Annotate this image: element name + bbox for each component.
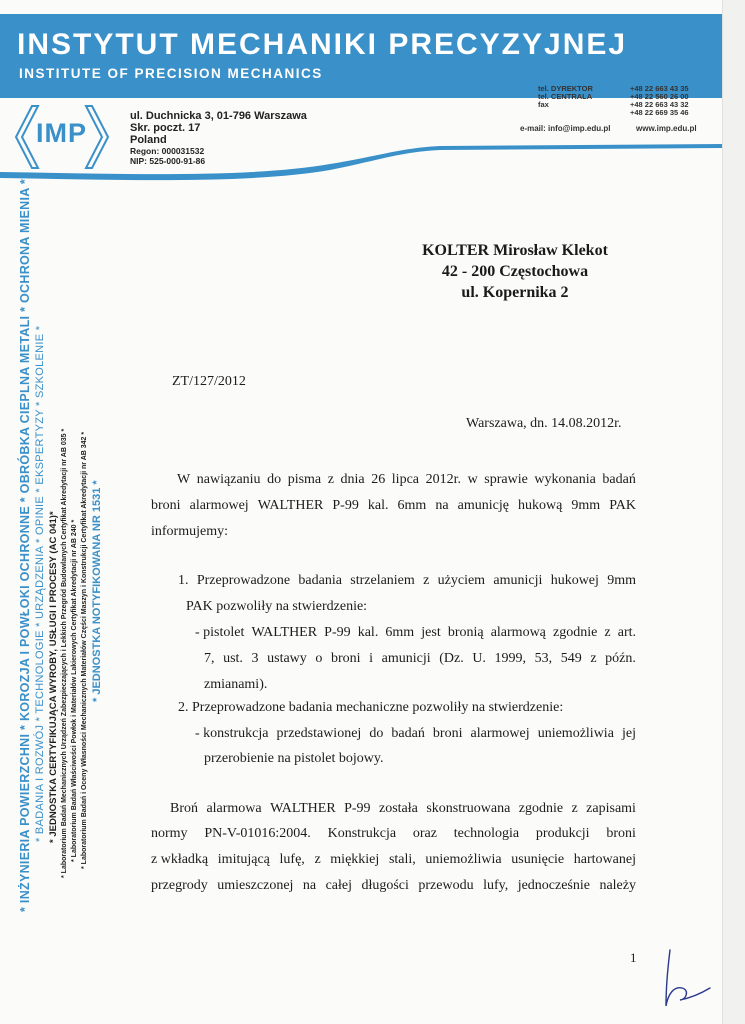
fax-phone-2: +48 22 669 35 46 <box>630 108 689 117</box>
director-label: tel. DYREKTOR <box>538 84 593 93</box>
word: 3 <box>251 651 259 666</box>
address-country: Poland <box>130 134 167 146</box>
word: Konstrukcja <box>327 826 397 841</box>
word: (Dz. <box>439 651 464 666</box>
word: normy <box>151 826 188 841</box>
address-nip: NIP: 525-000-91-86 <box>130 156 206 166</box>
sidebar-activities-line: * BADANIA I ROZWÓJ * TECHNOLOGIE * URZĄDZENIA * OPINIE * EKSPERTYZY * SZKOLENIE * <box>34 325 46 842</box>
word: P-99 <box>332 498 359 513</box>
word: lufy, <box>483 878 509 893</box>
word: lipca <box>391 472 420 487</box>
word: P-99 <box>344 801 371 816</box>
word: alarmowej <box>189 498 249 513</box>
word: alarmowej <box>470 726 530 741</box>
word: lufę, <box>279 852 305 867</box>
closing-line-1 <box>170 796 636 822</box>
word: zgodnie <box>553 625 598 640</box>
word: badania <box>298 573 342 588</box>
word: całej <box>325 878 352 893</box>
page-edge-shadow <box>722 0 745 1024</box>
intro-line-1 <box>177 467 636 493</box>
word: do <box>267 472 282 487</box>
item2-line-1: 2. Przeprowadzone badania mechaniczne pozwoliły na stwierdzenie: <box>178 700 564 715</box>
word: WALTHER <box>257 498 324 513</box>
handwritten-initial-signature <box>660 948 712 1010</box>
word: W <box>177 472 191 487</box>
word: długości <box>361 878 409 893</box>
word: alarmową <box>490 625 546 640</box>
word: i <box>369 651 374 666</box>
word: U. <box>472 651 486 666</box>
word: broni <box>432 726 463 741</box>
word: hukową <box>518 498 563 513</box>
word: broni <box>606 826 636 841</box>
word: sprawie <box>484 472 528 487</box>
email-address: e-mail: info@imp.edu.pl <box>520 124 611 133</box>
word: oraz <box>412 826 437 841</box>
intro-line-2 <box>151 493 636 519</box>
sidebar-lab-ab240: * Laboratorium Badań Właściwości Powłok i Materiałów Lakierowych Certyfikat Akredytacji nr AB 240 * <box>71 519 78 862</box>
fax-phone-1: +48 22 663 43 32 <box>630 100 689 109</box>
address-pobox: Skr. poczt. 17 <box>130 122 201 134</box>
word: imitującą <box>217 852 270 867</box>
word: z <box>314 852 321 867</box>
word: 53, <box>534 651 553 666</box>
word: na <box>302 878 317 893</box>
word: uniemożliwia <box>537 726 614 741</box>
word: Przeprowadzone <box>196 573 291 588</box>
word: zgodnie <box>518 801 564 816</box>
recipient-city: 42 - 200 Częstochowa <box>441 263 589 280</box>
word: 2012r. <box>425 472 461 487</box>
institute-title: INSTYTUT MECHANIKI PRECYZYJNEJ <box>17 28 628 61</box>
word: umieszczonej <box>217 878 294 893</box>
website-address: www.imp.edu.pl <box>636 124 697 133</box>
word: 9mm <box>571 498 601 513</box>
word: 1999, <box>494 651 527 666</box>
word: - konstrukcja <box>195 726 269 741</box>
central-label: tel. CENTRALA <box>538 92 593 101</box>
word: art. <box>617 625 636 640</box>
word: o <box>315 651 323 666</box>
address-regon: Regon: 000031532 <box>130 146 205 156</box>
word: przewodu <box>418 878 474 893</box>
sidebar-notified-body: * JEDNOSTKA NOTYFIKOWANA NR 1531 * <box>91 480 103 702</box>
word: WALTHER <box>251 625 318 640</box>
item1-line-5: zmianami). <box>204 677 268 692</box>
word: z <box>571 801 578 816</box>
word: jednocześnie <box>517 878 590 893</box>
intro-line-3: informujemy: <box>151 524 228 539</box>
word: hukowej <box>550 573 599 588</box>
word: 6mm <box>397 498 427 513</box>
word: przedstawionej <box>276 726 362 741</box>
item2-line-2 <box>195 721 636 747</box>
word: z <box>604 625 611 640</box>
item1-line-2: PAK pozwoliły na stwierdzenie: <box>186 599 368 614</box>
word: badań <box>602 472 636 487</box>
word: należy <box>599 878 636 893</box>
item1-line-3 <box>195 620 636 646</box>
word: amunicję <box>457 498 509 513</box>
word: 1. <box>178 573 189 588</box>
word: kal. <box>357 625 379 640</box>
word: Broń <box>170 801 198 816</box>
word: użyciem <box>437 573 486 588</box>
word: wykonania <box>534 472 596 487</box>
word: 9mm <box>607 573 636 588</box>
word: pisma <box>287 472 322 487</box>
word: ustawy <box>267 651 307 666</box>
word: przegrody <box>151 878 208 893</box>
word: usunięcie <box>511 852 565 867</box>
letter-date: Warszawa, dn. 14.08.2012r. <box>466 416 622 431</box>
word: produkcji <box>535 826 590 841</box>
reference-number: ZT/127/2012 <box>172 374 246 389</box>
page-number: 1 <box>630 950 637 965</box>
word: amunicji <box>493 573 543 588</box>
address-street: ul. Duchnicka 3, 01-796 Warszawa <box>130 110 307 122</box>
word: dnia <box>340 472 365 487</box>
closing-line-2 <box>151 821 636 847</box>
sidebar-services-line: * INŻYNIERIA POWIERZCHNI * KOROZJA I POWŁOKI OCHRONNE * OBRÓBKA CIEPLNA METALI * OCHRONA MIENIA * <box>18 178 32 912</box>
word: 26 <box>371 472 386 487</box>
word: broni <box>151 498 181 513</box>
word: z <box>423 573 430 588</box>
central-phone: +48 22 560 26 00 <box>630 92 689 101</box>
word: technologia <box>453 826 520 841</box>
word: do <box>369 726 384 741</box>
word: bronią <box>447 625 484 640</box>
word: ust. <box>223 651 243 666</box>
institute-address <box>130 110 307 166</box>
word: PN-V-01016:2004. <box>204 826 311 841</box>
word: stali, <box>388 852 416 867</box>
word: jest <box>421 625 441 640</box>
recipient-street: ul. Kopernika 2 <box>461 284 569 301</box>
word: jej <box>621 726 636 741</box>
closing-line-4 <box>151 873 636 899</box>
word: 6mm <box>385 625 415 640</box>
recipient-block <box>390 240 640 303</box>
item2-line-3: przerobienie na pistolet bojowy. <box>204 751 384 766</box>
item1-line-1 <box>178 568 636 594</box>
item1-line-4 <box>204 646 636 672</box>
word: uniemożliwia <box>425 852 502 867</box>
word: amunicji <box>381 651 431 666</box>
word: badań <box>391 726 425 741</box>
word: strzelaniem <box>350 573 415 588</box>
sidebar-certification-line: * JEDNOSTKA CERTYFIKUJĄCA WYROBY, USŁUGI I PROCESY (AC 041)* <box>48 511 59 843</box>
word: została <box>379 801 418 816</box>
word: zapisami <box>586 801 636 816</box>
word: nawiązaniu <box>196 472 261 487</box>
director-phone: +48 22 663 43 35 <box>630 84 689 93</box>
word: alarmowa <box>206 801 262 816</box>
word: 7, <box>204 651 215 666</box>
word: 549 <box>560 651 582 666</box>
word: miękkiej <box>330 852 380 867</box>
word: broni <box>330 651 361 666</box>
logo-lettering: IMP <box>36 118 88 148</box>
word: WALTHER <box>270 801 336 816</box>
word: hartowanej <box>573 852 636 867</box>
word: na <box>435 498 449 513</box>
word: z <box>590 651 597 666</box>
word: P-99 <box>324 625 351 640</box>
word: późn. <box>605 651 636 666</box>
fax-label: fax <box>538 100 549 109</box>
recipient-name: KOLTER Mirosław Klekot <box>422 242 608 259</box>
sidebar-lab-ab342: * Laboratorium Badań i Oceny Własności Mechanicznych Materiałów Części Maszyn i Konstrukcji Certyfikat Akredytacji nr AB 342 * <box>81 431 88 869</box>
word: z <box>327 472 334 487</box>
word: - pistolet <box>195 625 245 640</box>
closing-line-3 <box>151 847 636 873</box>
word: z wkładką <box>151 852 209 867</box>
word: w <box>467 472 478 487</box>
sidebar-lab-ab035: * Laboratorium Badań Mechanicznych Urządzeń Zabezpieczających i Lekkich Przegród Budowlanych Certyfikat Akredytacji nr AB 035 * <box>61 428 68 878</box>
word: kal. <box>367 498 389 513</box>
institute-subtitle: INSTITUTE OF PRECISION MECHANICS <box>19 66 323 81</box>
word: PAK <box>609 498 636 513</box>
word: skonstruowana <box>426 801 511 816</box>
